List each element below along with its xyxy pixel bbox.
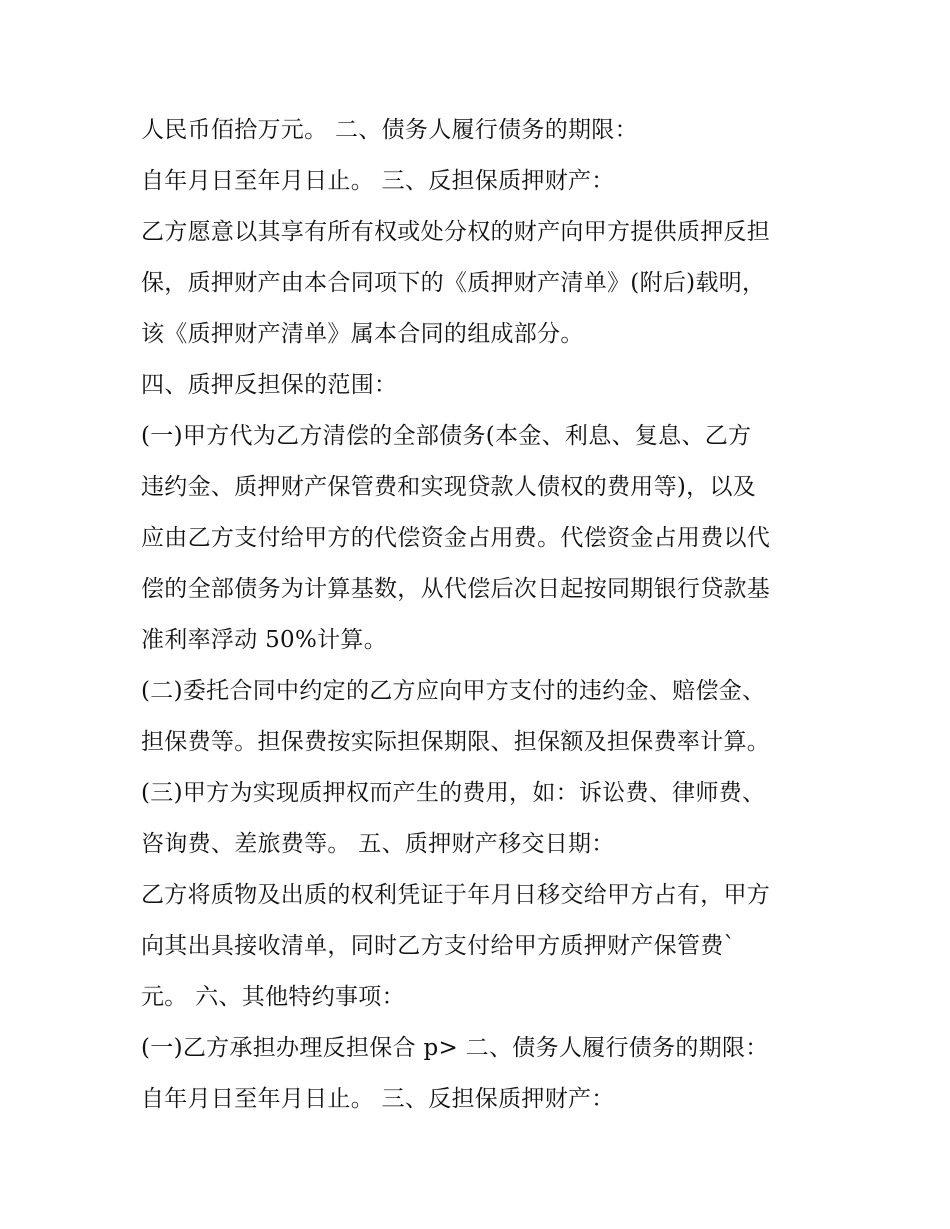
document-body	[141, 110, 841, 1130]
text-line: 四、质押反担保的范围：	[141, 372, 398, 398]
text-line: 自年月日至年月日止。 三、反担保质押财产：	[141, 1086, 615, 1112]
text-line: 准利率浮动 50%计算。	[141, 627, 388, 653]
text-line: 自年月日至年月日止。 三、反担保质押财产：	[141, 168, 615, 194]
text-line: (一)甲方代为乙方清偿的全部债务(本金、利息、复息、乙方	[141, 423, 752, 449]
text-line: 应由乙方支付给甲方的代偿资金占用费。代偿资金占用费以代	[141, 525, 771, 551]
text-line: 乙方将质物及出质的权利凭证于年月日移交给甲方占有，甲方	[141, 882, 771, 908]
text-line: 偿的全部债务为计算基数，从代偿后次日起按同期银行贷款基	[141, 576, 771, 602]
text-line: 元。 六、其他特约事项：	[141, 984, 405, 1010]
text-line: 违约金、质押财产保管费和实现贷款人债权的费用等)，以及	[141, 474, 757, 500]
text-line: 向其出具接收清单，同时乙方支付给甲方质押财产保管费`	[141, 933, 736, 959]
text-line: 该《质押财产清单》属本合同的组成部分。	[141, 321, 584, 347]
text-line: 人民币佰拾万元。 二、债务人履行债务的期限：	[141, 117, 638, 143]
text-line: (二)委托合同中约定的乙方应向甲方支付的违约金、赔偿金、	[141, 678, 766, 704]
text-line: (一)乙方承担办理反担保合 p> 二、债务人履行债务的期限：	[141, 1035, 769, 1061]
text-line: 咨询费、差旅费等。 五、质押财产移交日期：	[141, 831, 615, 857]
text-line: 乙方愿意以其享有所有权或处分权的财产向甲方提供质押反担	[141, 219, 771, 245]
text-line: 担保费等。担保费按实际担保期限、担保额及担保费率计算。	[141, 729, 771, 755]
text-line: (三)甲方为实现质押权而产生的费用，如：诉讼费、律师费、	[141, 780, 766, 806]
text-line: 保，质押财产由本合同项下的《质押财产清单》(附后)载明，	[141, 270, 766, 296]
